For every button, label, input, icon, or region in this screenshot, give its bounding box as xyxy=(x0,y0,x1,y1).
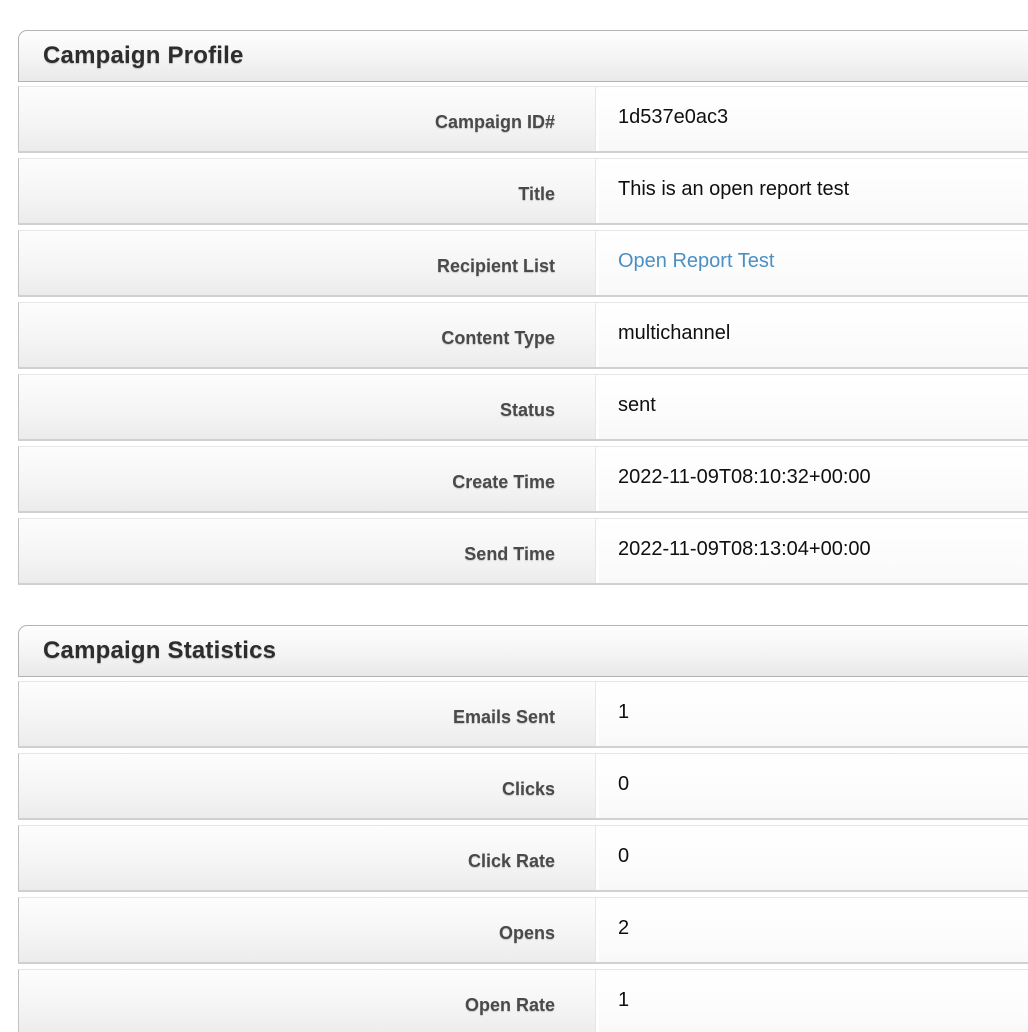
title-label: Title xyxy=(518,183,555,204)
row-value-cell xyxy=(599,231,1028,295)
row-value-cell xyxy=(599,754,1028,818)
campaign-id-label: Campaign ID# xyxy=(434,111,555,132)
recipient-list-label: Recipient List xyxy=(436,255,555,276)
send-time-value: 2022-11-09T08:13:04+00:00 xyxy=(618,537,871,560)
row-label-cell xyxy=(19,375,596,439)
create-time-label: Create Time xyxy=(452,471,555,492)
open-rate-label: Open Rate xyxy=(464,994,555,1015)
emails-sent-value: 1 xyxy=(618,700,630,723)
row-create-time xyxy=(18,446,1028,513)
panel-title: Campaign Statistics xyxy=(43,637,277,664)
row-title xyxy=(18,158,1028,225)
status-label: Status xyxy=(499,399,555,420)
clicks-label: Clicks xyxy=(501,778,555,799)
row-value-cell xyxy=(599,826,1028,890)
row-label-cell xyxy=(19,970,596,1032)
row-label-cell xyxy=(19,898,596,962)
panel-header xyxy=(18,625,1028,677)
title-value: This is an open report test xyxy=(618,177,850,200)
status-value: sent xyxy=(618,393,656,416)
row-value-cell xyxy=(599,447,1028,511)
row-content-type xyxy=(18,302,1028,369)
row-label-cell xyxy=(19,159,596,223)
send-time-label: Send Time xyxy=(464,543,555,564)
campaign-id-value: 1d537e0ac3 xyxy=(618,105,729,128)
row-label-cell xyxy=(19,826,596,890)
content-area xyxy=(18,30,1028,1032)
row-value-cell xyxy=(599,375,1028,439)
emails-sent-label: Emails Sent xyxy=(452,706,555,727)
row-label-cell xyxy=(19,519,596,583)
row-click-rate xyxy=(18,825,1028,892)
panel-rows xyxy=(18,681,1028,1032)
row-status xyxy=(18,374,1028,441)
row-value-cell xyxy=(599,519,1028,583)
open-rate-value: 1 xyxy=(618,988,630,1011)
row-label-cell xyxy=(19,231,596,295)
panel-campaign-profile xyxy=(18,30,1028,585)
click-rate-value: 0 xyxy=(618,844,630,867)
create-time-value: 2022-11-09T08:10:32+00:00 xyxy=(618,465,871,488)
row-label-cell xyxy=(19,682,596,746)
panel-header xyxy=(18,30,1028,82)
row-clicks xyxy=(18,753,1028,820)
clicks-value: 0 xyxy=(618,772,630,795)
row-value-cell xyxy=(599,898,1028,962)
opens-value: 2 xyxy=(618,916,630,939)
row-label-cell xyxy=(19,303,596,367)
row-value-cell xyxy=(599,159,1028,223)
row-send-time xyxy=(18,518,1028,585)
row-value-cell xyxy=(599,682,1028,746)
content-type-label: Content Type xyxy=(441,327,555,348)
row-label-cell xyxy=(19,754,596,818)
click-rate-label: Click Rate xyxy=(467,850,555,871)
row-campaign-id xyxy=(18,86,1028,153)
row-opens xyxy=(18,897,1028,964)
row-value-cell xyxy=(599,970,1028,1032)
row-value-cell xyxy=(599,303,1028,367)
row-label-cell xyxy=(19,447,596,511)
recipient-list-link[interactable]: Open Report Test xyxy=(618,249,775,272)
row-recipient-list xyxy=(18,230,1028,297)
opens-label: Opens xyxy=(498,922,555,943)
panel-campaign-statistics xyxy=(18,625,1028,1032)
row-value-cell xyxy=(599,87,1028,151)
panel-title: Campaign Profile xyxy=(43,42,244,69)
row-open-rate xyxy=(18,969,1028,1032)
content-type-value: multichannel xyxy=(618,321,731,344)
row-emails-sent xyxy=(18,681,1028,748)
panel-rows xyxy=(18,86,1028,585)
row-label-cell xyxy=(19,87,596,151)
